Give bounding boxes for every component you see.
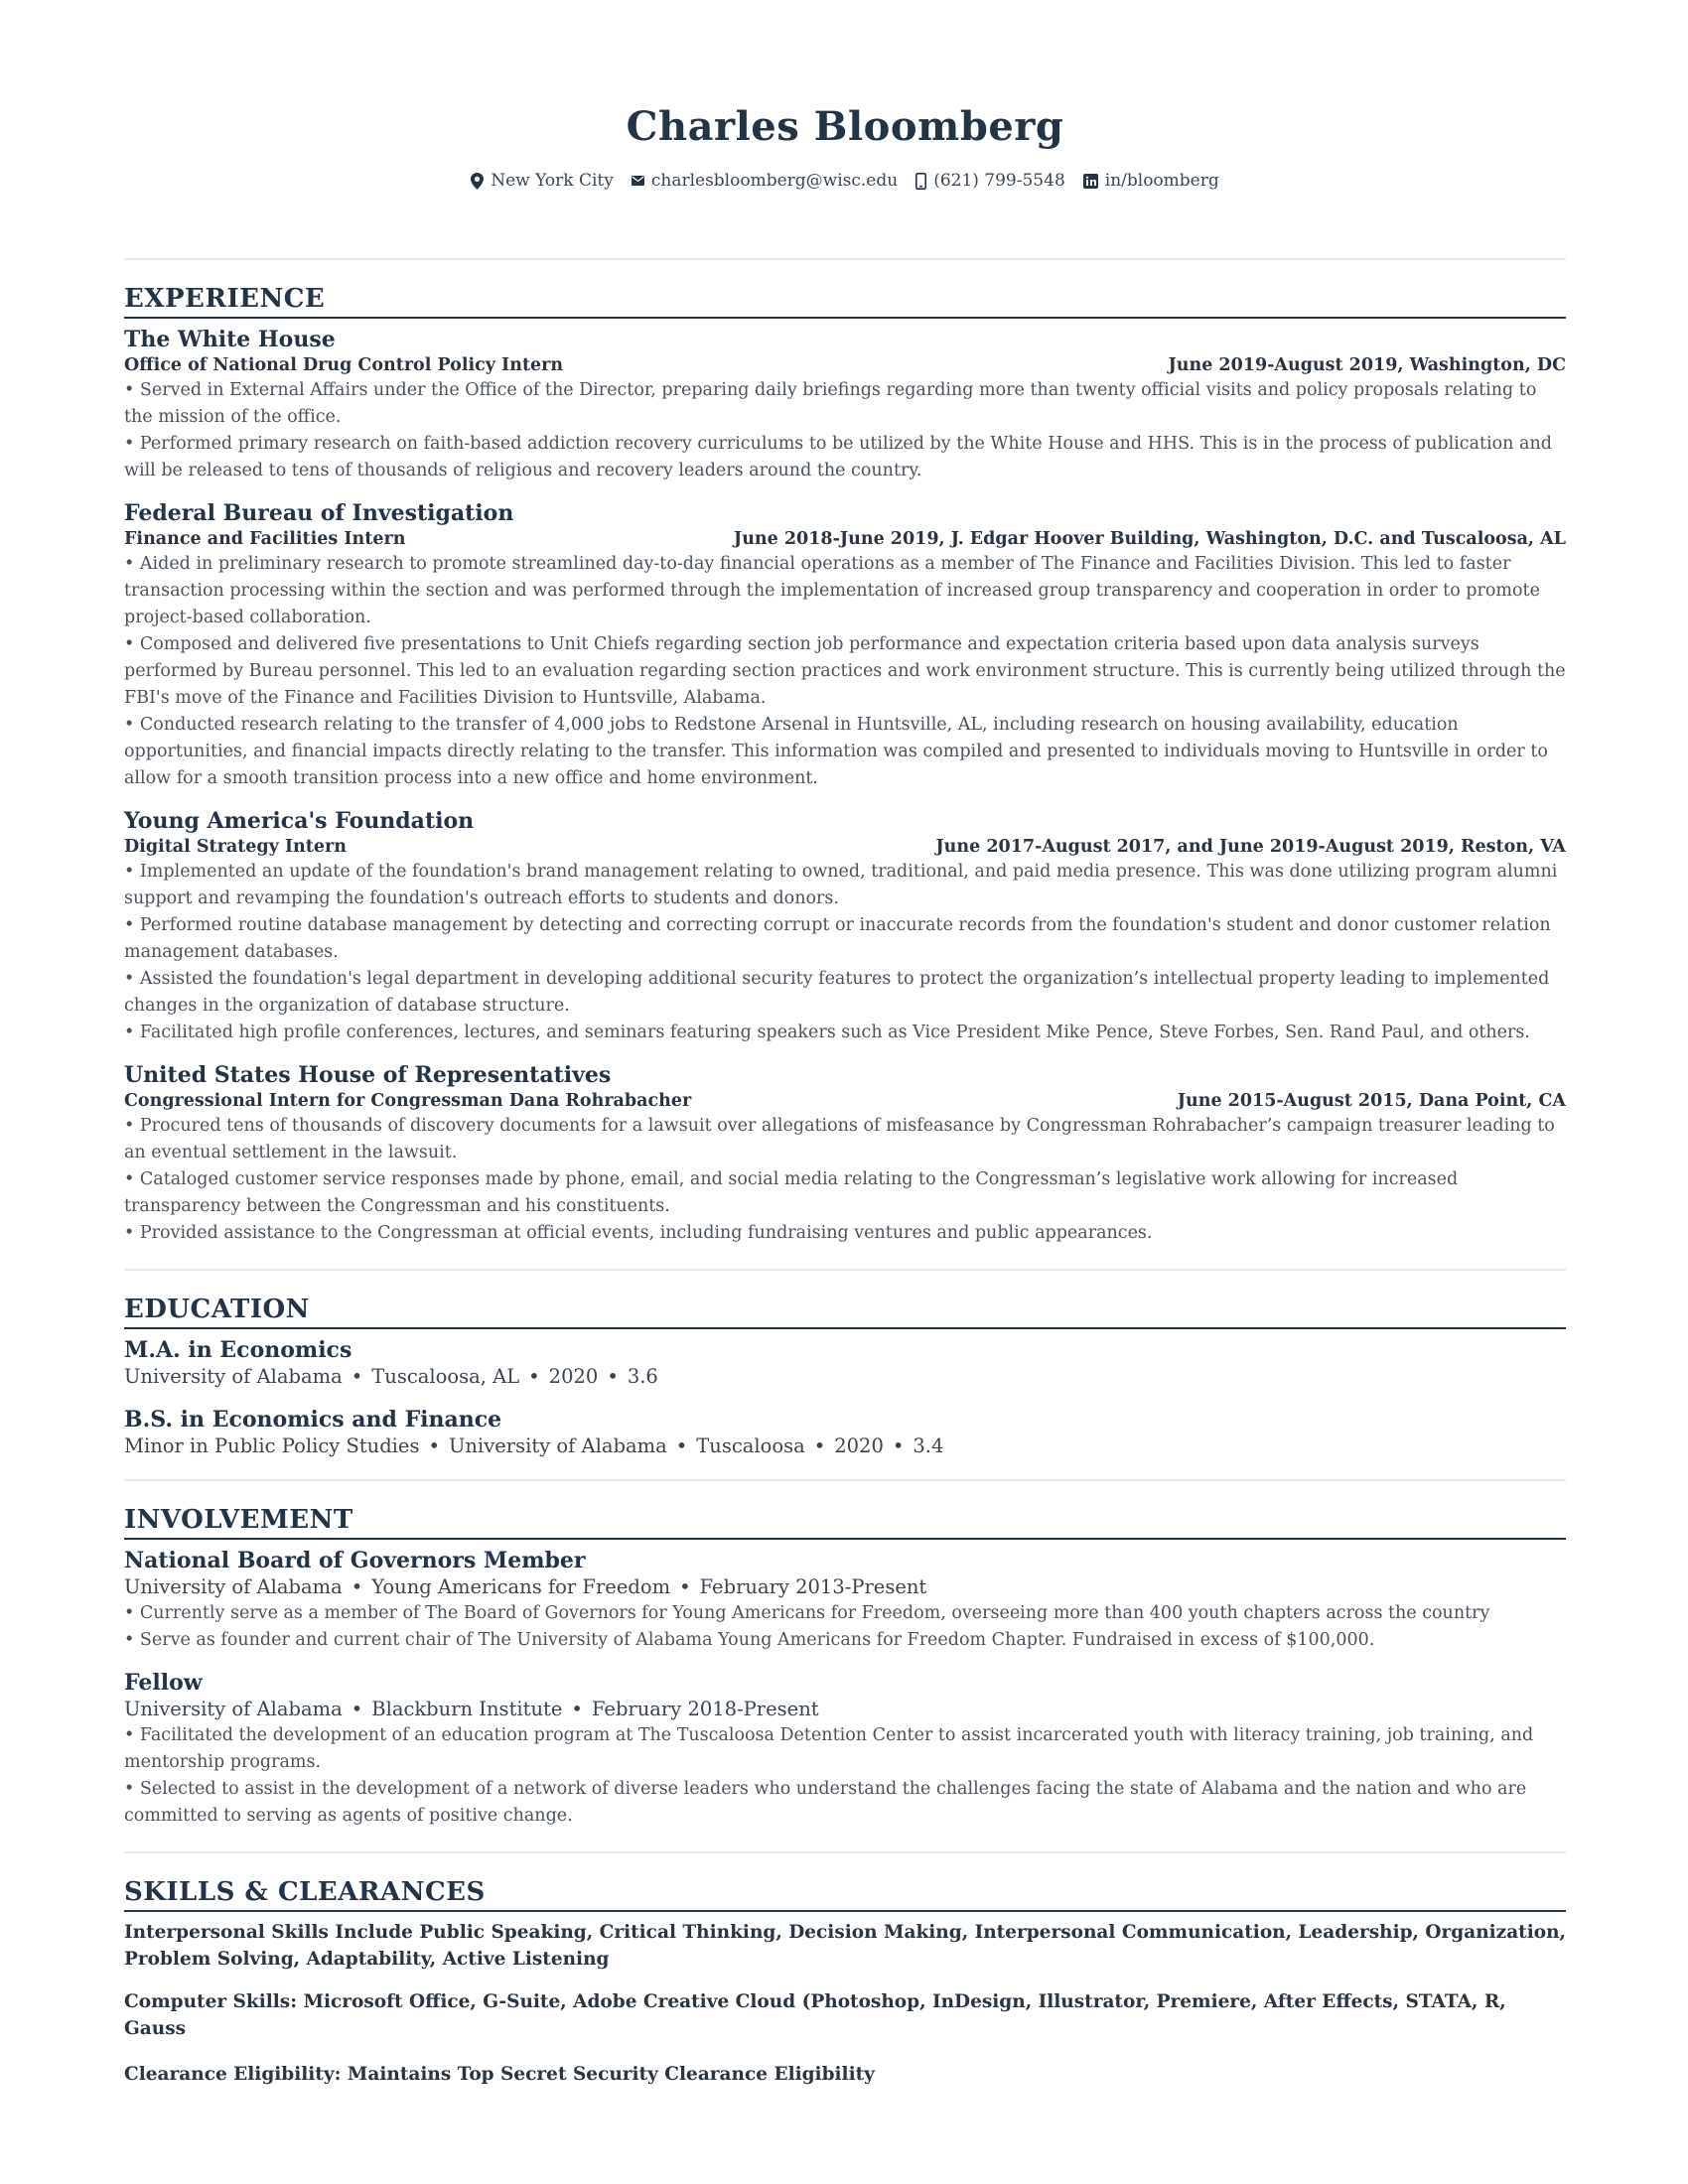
detail-year: 2020: [834, 1434, 884, 1457]
entry-role-row: [124, 527, 1566, 551]
detail-organization: Young Americans for Freedom: [371, 1575, 671, 1598]
email-text: charlesbloomberg@wisc.edu: [650, 171, 899, 191]
bullet-point: • Performed routine database management by detecting and correcting corrupt or inaccurate records from the foundation's student and donor customer relation management databases.: [124, 915, 1551, 962]
entry-organization: Federal Bureau of Investigation: [124, 500, 514, 526]
separator-dot: •: [813, 1434, 826, 1457]
detail-school: University of Alabama: [124, 1365, 343, 1388]
detail-dates: February 2018-Present: [591, 1698, 819, 1720]
detail-gpa: 3.6: [627, 1365, 658, 1388]
involvement-entry: [124, 1547, 1566, 1654]
detail-location: Tuscaloosa: [696, 1434, 805, 1457]
skill-interpersonal: Interpersonal Skills Include Public Speaking, Critical Thinking, Decision Making, Interpersonal Communication, Leadership, Organization, Problem Solving, Adaptability, Active Listening: [124, 1922, 1566, 1970]
entry-role: Office of National Drug Control Policy Intern: [124, 355, 564, 375]
education-section: [124, 1292, 1566, 1459]
separator-dot: •: [571, 1698, 583, 1720]
separator-dot: •: [351, 1698, 363, 1720]
entry-dates-location: June 2018-June 2019, J. Edgar Hoover Building, Washington, D.C. and Tuscaloosa, AL: [733, 529, 1566, 549]
contact-phone[interactable]: [915, 171, 1065, 191]
detail-location: Tuscaloosa, AL: [371, 1365, 520, 1388]
separator-dot: •: [351, 1575, 363, 1598]
bullet-point: • Facilitated high profile conferences, lectures, and seminars featuring speakers such as Vice President Mike Pence, Steve Forbes, Sen. Rand Paul, and others.: [124, 1023, 1530, 1042]
entry-role-row: [124, 353, 1566, 377]
experience-entry: [124, 499, 1566, 792]
entry-organization: United States House of Representatives: [124, 1062, 612, 1088]
detail-minor: Minor in Public Policy Studies: [124, 1434, 420, 1457]
education-details: [124, 1364, 1566, 1390]
experience-entry: [124, 326, 1566, 484]
section-heading: SKILLS & CLEARANCES: [124, 1874, 1566, 1912]
involvement-role: Fellow: [124, 1670, 203, 1696]
detail-organization: Blackburn Institute: [371, 1698, 563, 1720]
bullet-point: • Provided assistance to the Congressman at official events, including fundraising ventures and public appearances.: [124, 1223, 1153, 1243]
bullet-point: • Serve as founder and current chair of The University of Alabama Young Americans for Freedom Chapter. Fundraised in excess of $100,000.: [124, 1630, 1375, 1650]
degree-title: B.S. in Economics and Finance: [124, 1407, 502, 1433]
involvement-details: [124, 1697, 1566, 1722]
skill-computer: Computer Skills: Microsoft Office, G-Suite, Adobe Creative Cloud (Photoshop, InDesign, Illustrator, Premiere, After Effects, STATA, R, Gauss: [124, 1991, 1506, 2039]
separator-dot: •: [679, 1575, 691, 1598]
location-text: New York City: [491, 171, 614, 191]
detail-dates: February 2013-Present: [699, 1575, 927, 1598]
entry-dates-location: June 2015-August 2015, Dana Point, CA: [1177, 1091, 1566, 1111]
bullet-point: • Currently serve as a member of The Board of Governors for Young Americans for Freedom, overseeing more than 400 youth chapters across the country: [124, 1603, 1490, 1623]
section-divider: [124, 1269, 1566, 1271]
bullet-point: • Conducted research relating to the transfer of 4,000 jobs to Redstone Arsenal in Huntsville, AL, including research on housing availability, education opportunities, and financial impacts directly relating to the transfer. This information was compiled and presented to individuals moving to Huntsville in order to allow for a smooth transition process into a new office and home environment.: [124, 715, 1548, 788]
bullet-point: • Performed primary research on faith-based addiction recovery curriculums to be utilized by the White House and HHS. This is in the process of publication and will be released to tens of thousands of religious and recovery leaders around the country.: [124, 434, 1552, 480]
section-divider: [124, 1479, 1566, 1481]
section-divider: [124, 1851, 1566, 1853]
section-heading: EXPERIENCE: [124, 281, 1566, 319]
experience-entry: [124, 807, 1566, 1046]
bullet-point: • Procured tens of thousands of discovery documents for a lawsuit over allegations of misfeasance by Congressman Rohrabacher’s campaign treasurer leading to an eventual settlement in the lawsuit.: [124, 1116, 1555, 1162]
separator-dot: •: [607, 1365, 619, 1388]
education-entry: [124, 1336, 1566, 1390]
bullet-point: • Implemented an update of the foundation's brand management relating to owned, traditional, and paid media presence. This was done utilizing program alumni support and revamping the foundation's outreach efforts to students and donors.: [124, 862, 1558, 908]
degree-title: M.A. in Economics: [124, 1337, 352, 1363]
involvement-entry: [124, 1669, 1566, 1830]
entry-organization: Young America's Foundation: [124, 808, 475, 834]
involvement-role: National Board of Governors Member: [124, 1548, 586, 1573]
entry-role-row: [124, 835, 1566, 859]
mobile-phone-icon: [915, 173, 926, 190]
separator-dot: •: [428, 1434, 440, 1457]
experience-section: [124, 281, 1566, 1247]
bullet-point: • Aided in preliminary research to promote streamlined day-to-day financial operations as a member of The Finance and Facilities Division. This led to faster transaction processing within the section and was performed through the implementation of increased group transparency and cooperation in order to promote project-based collaboration.: [124, 554, 1540, 627]
bullet-point: • Composed and delivered five presentations to Unit Chiefs regarding section job performance and expectation criteria based upon data analysis surveys performed by Bureau personnel. This led to an evaluation regarding section practices and work environment structure. This is currently being utilized through the FBI's move of the Finance and Facilities Division to Huntsville, Alabama.: [124, 634, 1566, 708]
entry-dates-location: June 2017-August 2017, and June 2019-August 2019, Reston, VA: [935, 837, 1566, 857]
separator-dot: •: [892, 1434, 905, 1457]
linkedin-icon: [1083, 174, 1098, 189]
separator-dot: •: [351, 1365, 363, 1388]
linkedin-text: in/bloomberg: [1104, 171, 1219, 191]
detail-gpa: 3.4: [913, 1434, 944, 1457]
entry-role-row: [124, 1089, 1566, 1113]
separator-dot: •: [528, 1365, 540, 1388]
bullet-point: • Served in External Affairs under the Office of the Director, preparing daily briefings regarding more than twenty official visits and policy proposals relating to the mission of the office.: [124, 380, 1537, 427]
experience-entry: [124, 1061, 1566, 1247]
detail-school: University of Alabama: [449, 1434, 667, 1457]
detail-school: University of Alabama: [124, 1698, 343, 1720]
bullet-point: • Assisted the foundation's legal department in developing additional security features to protect the organization’s intellectual property leading to implemented changes in the organization of database structure.: [124, 969, 1550, 1016]
section-heading: INVOLVEMENT: [124, 1502, 1566, 1540]
entry-role: Congressional Intern for Congressman Dana Rohrabacher: [124, 1091, 692, 1111]
candidate-name: Charles Bloomberg: [626, 103, 1064, 150]
education-details: [124, 1433, 1566, 1459]
bullet-point: • Cataloged customer service responses made by phone, email, and social media relating to the Congressman’s legislative work allowing for increased transparency between the Congressman and his constituents.: [124, 1169, 1459, 1216]
contact-location: [471, 171, 614, 191]
contact-email[interactable]: [632, 171, 898, 191]
contact-info: [124, 169, 1566, 193]
involvement-section: [124, 1502, 1566, 1830]
section-heading: EDUCATION: [124, 1292, 1566, 1329]
phone-text: (621) 799-5548: [933, 171, 1065, 191]
entry-organization: The White House: [124, 327, 336, 352]
bullet-point: • Facilitated the development of an education program at The Tuscaloosa Detention Center to assist incarcerated youth with literacy training, job training, and mentorship programs.: [124, 1725, 1534, 1772]
resume-page: [124, 0, 1566, 2088]
detail-year: 2020: [548, 1365, 599, 1388]
location-pin-icon: [471, 173, 484, 190]
section-divider: [124, 258, 1566, 260]
education-entry: [124, 1406, 1566, 1459]
skills-section: [124, 1874, 1566, 2088]
detail-school: University of Alabama: [124, 1575, 343, 1598]
entry-role: Digital Strategy Intern: [124, 837, 347, 857]
separator-dot: •: [675, 1434, 688, 1457]
bullet-point: • Selected to assist in the development of a network of diverse leaders who understand the challenges facing the state of Alabama and the nation and who are committed to serving as agents of positive change.: [124, 1779, 1527, 1826]
envelope-icon: [632, 176, 644, 186]
entry-role: Finance and Facilities Intern: [124, 529, 406, 549]
involvement-details: [124, 1574, 1566, 1600]
entry-dates-location: June 2019-August 2019, Washington, DC: [1168, 355, 1566, 375]
contact-linkedin[interactable]: [1083, 171, 1219, 191]
skill-clearance: Clearance Eligibility: Maintains Top Secret Security Clearance Eligibility: [124, 2064, 875, 2085]
